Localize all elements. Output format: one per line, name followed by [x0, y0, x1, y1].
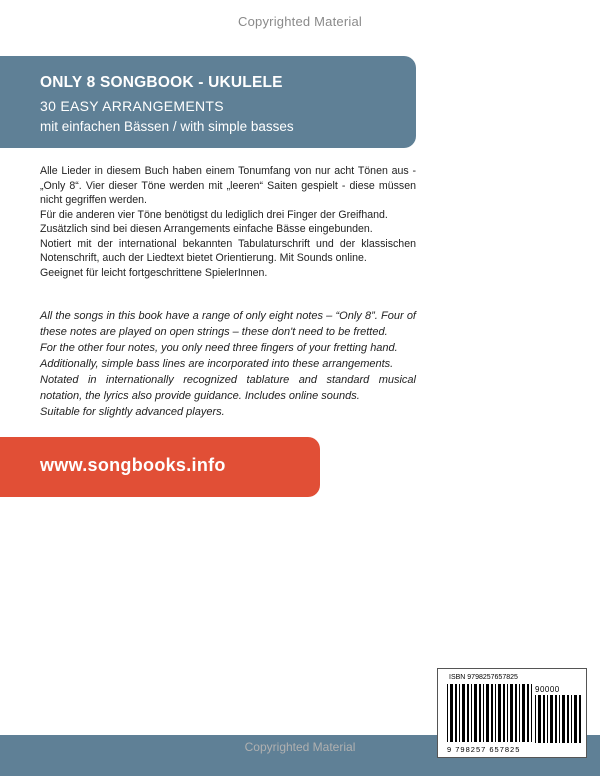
german-description — [40, 164, 416, 280]
price-code: 90000 — [535, 685, 560, 694]
english-paragraph-3: Additionally, simple bass lines are incorporated into these arrangements. — [40, 358, 394, 370]
watermark: Copyrighted Material — [238, 14, 362, 29]
book-subtitle-2: mit einfachen Bässen / with simple basses — [40, 119, 294, 134]
english-paragraph-5: Suitable for slightly advanced players. — [40, 406, 225, 418]
price-barcode — [535, 695, 581, 753]
watermark-bottom: Copyrighted Material — [244, 740, 356, 754]
english-description — [40, 308, 416, 420]
english-paragraph-1: All the songs in this book have a range of only eight notes – “Only 8”. Four of these notes are played on open strings – these don't need to be fretted. — [40, 310, 416, 338]
german-paragraph-1: Alle Lieder in diesem Buch haben einem Tonumfang von nur acht Tönen aus - „Only 8“. Vier dieser Töne werden mit „leeren“ Saiten gespielt - diese müssen nicht gegriffen werden. — [40, 165, 416, 206]
german-paragraph-2: Für die anderen vier Töne benötigst du lediglich drei Finger der Greifhand. — [40, 208, 388, 221]
german-paragraph-4: Notiert mit der international bekannten Tabulaturschrift und der klassischen Notenschrift, auch der Liedtext bietet Orientierung. Mit Sounds online. — [40, 237, 416, 264]
isbn-barcode — [447, 684, 533, 742]
book-title: ONLY 8 SONGBOOK - UKULELE — [40, 74, 283, 91]
book-subtitle: 30 EASY ARRANGEMENTS — [40, 98, 224, 114]
german-paragraph-5: Geeignet für leicht fortgeschrittene SpielerInnen. — [40, 266, 268, 279]
website-link[interactable]: www.songbooks.info — [40, 455, 226, 475]
barcode-digits: 9 798257 657825 — [447, 745, 521, 754]
english-paragraph-2: For the other four notes, you only need three fingers of your fretting hand. — [40, 342, 398, 354]
german-paragraph-3: Zusätzlich sind bei diesen Arrangements einfache Bässe eingebunden. — [40, 223, 373, 235]
isbn-label: ISBN 9798257657825 — [449, 674, 518, 681]
english-paragraph-4: Notated in internationally recognized tablature and standard musical notation, the lyrics also provide guidance. Includes online sounds. — [40, 374, 416, 402]
